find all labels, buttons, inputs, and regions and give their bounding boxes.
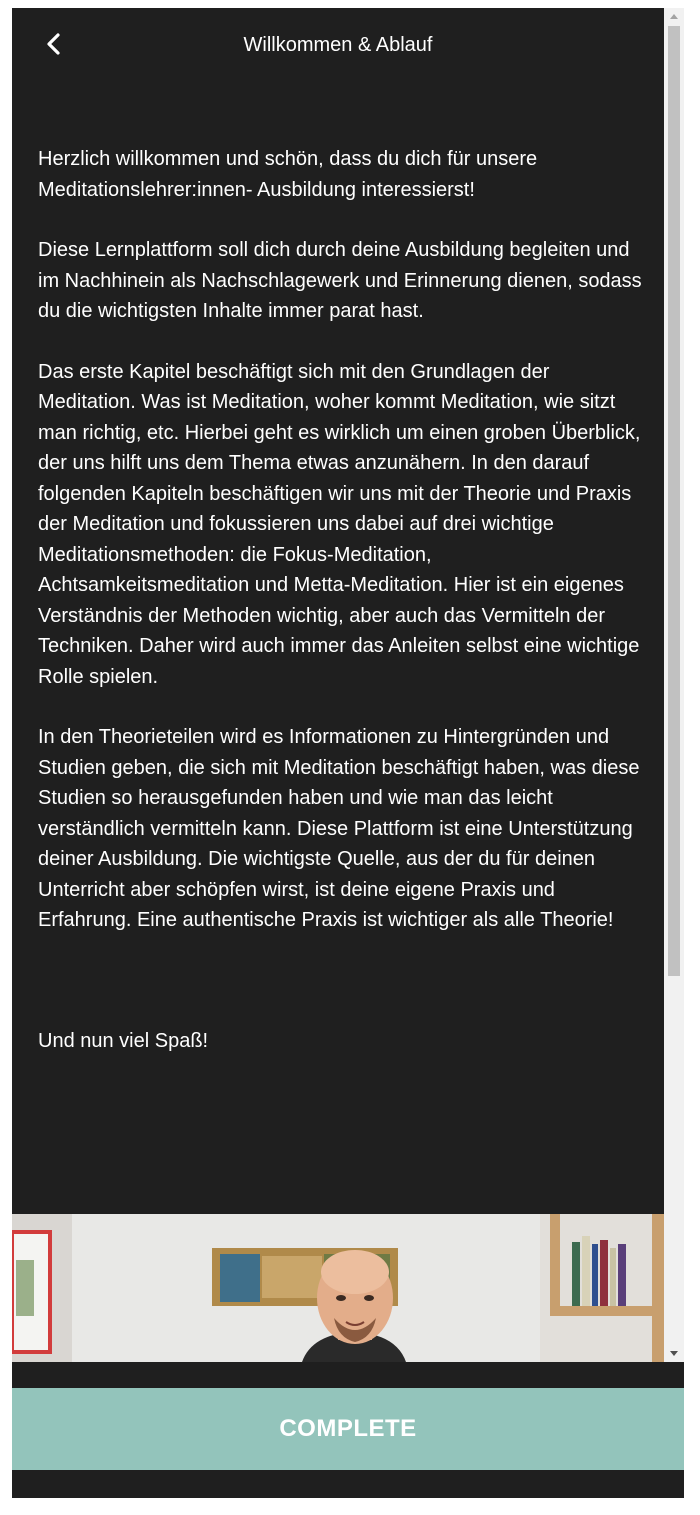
closing-text: Und nun viel Spaß! — [38, 1029, 209, 1052]
scrollbar-thumb[interactable] — [668, 26, 680, 976]
lesson-screen — [12, 8, 684, 1498]
chapter-overview-paragraph: Das erste Kapitel beschäftigt sich mit den Grundlagen der Meditation. Was ist Meditation, woher kommt Meditation, wie sitzt man richtig, etc. Hierbei geht es wirklich um einen groben Überblick, der uns hilft uns dem Thema etwas anzunähern. In den darauf folgenden Kapiteln beschäftigen wir uns mit der Theorie und Praxis der Meditation und fokussieren uns dabei auf drei wichtige Meditationsmethoden: die Fokus-Meditation, Achtsamkeitsmeditation und Metta-Meditation. Hier ist ein eigenes Verständnis der Methoden wichtig, aber auch das Vermitteln der Techniken. Daher wird auch immer das Anleiten selbst eine wichtige Rolle spielen. — [38, 360, 641, 688]
lesson-scroll-area[interactable] — [12, 8, 664, 1362]
intro-paragraph: Herzlich willkommen und schön, dass du dich für unsere Meditationslehrer:innen- Ausbildung interessierst! — [38, 148, 538, 201]
lesson-header — [12, 8, 664, 84]
lesson-content — [12, 84, 664, 1056]
scroll-up-icon[interactable] — [670, 14, 678, 19]
platform-paragraph: Diese Lernplattform soll dich durch deine Ausbildung begleiten und im Nachhinein als Nachschlagewerk und Erinnerung dienen, sodass du die wichtigsten Inhalte immer parat hast. — [38, 239, 642, 322]
instructor-video-thumbnail[interactable] — [12, 1214, 664, 1362]
complete-button[interactable]: COMPLETE — [12, 1388, 684, 1470]
page-title: Willkommen & Ablauf — [243, 34, 433, 56]
theory-paragraph: In den Theorieteilen wird es Informationen zu Hintergründen und Studien geben, die sich mit Meditation beschäftigt haben, was diese Studien so herausgefunden haben und wie man das leicht verständlich vermitteln kann. Diese Plattform ist eine Unterstützung deiner Ausbildung. Die wichtigste Quelle, aus der du für deinen Unterricht aber schöpfen wirst, ist deine eigene Praxis und Erfahrung. Eine authentische Praxis ist wichtiger als alle Theorie! — [38, 726, 640, 931]
vertical-scrollbar[interactable] — [664, 8, 684, 1362]
footer-bar — [12, 1362, 684, 1498]
scroll-down-icon[interactable] — [670, 1351, 678, 1356]
